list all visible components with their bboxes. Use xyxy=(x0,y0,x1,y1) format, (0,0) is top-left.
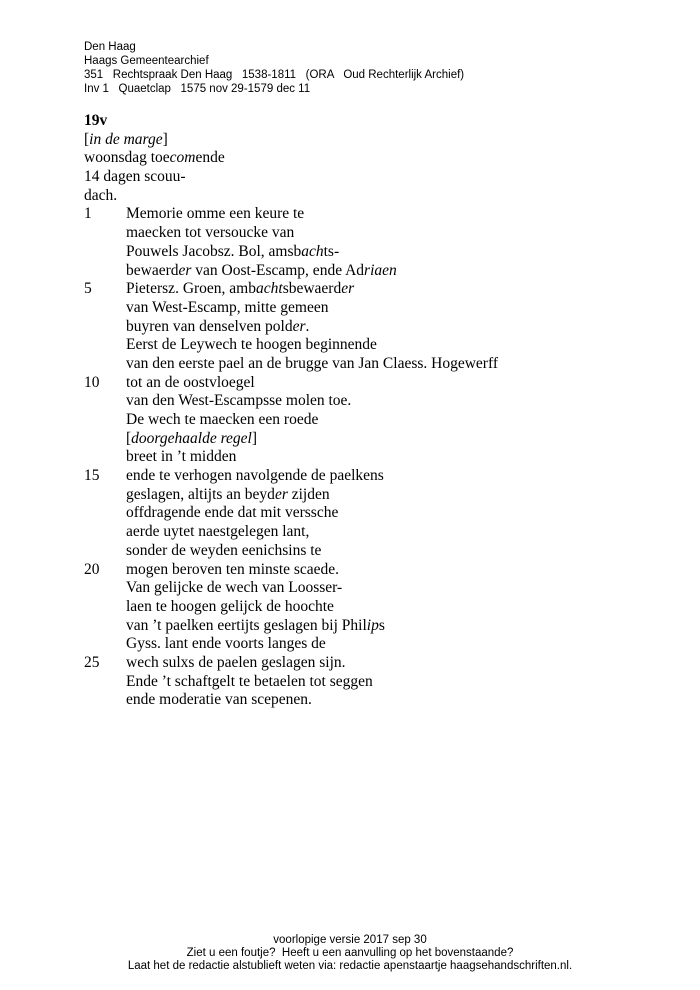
footer-contact: Laat het de redactie alstublieft weten via: redactie apenstaartje haagsehandschriften.nl. xyxy=(127,960,573,972)
line-text xyxy=(126,486,330,503)
line-text xyxy=(126,392,351,409)
line-number: 10 xyxy=(84,373,100,391)
line-text xyxy=(126,523,309,540)
margin-note-label: [in de marge] xyxy=(84,130,168,148)
italic-expansion: acht xyxy=(256,280,283,298)
line-text xyxy=(126,411,318,428)
margin-note-label-text: in de marge xyxy=(89,130,163,148)
text-segment: tot an de oostvloegel xyxy=(126,373,255,391)
text-segment: Eerst de Leywech te hoogen beginnende xyxy=(126,336,377,354)
transcription-line xyxy=(84,243,498,262)
transcription-line xyxy=(84,355,498,374)
transcription-line xyxy=(84,280,498,299)
italic-expansion: er xyxy=(341,280,355,298)
transcription-line xyxy=(84,561,498,580)
text-segment: ts- xyxy=(323,242,340,260)
transcription-line xyxy=(84,262,498,281)
text-segment: mogen beroven ten minste scaede. xyxy=(126,560,340,578)
margin-note-line xyxy=(84,168,498,187)
text-segment: van den West-Escampsse molen toe. xyxy=(126,392,352,410)
margin-note-line xyxy=(84,187,498,206)
italic-expansion: er xyxy=(274,485,288,503)
header-city: Den Haag xyxy=(84,41,136,53)
text-segment: ende te verhogen navolgende de paelkens xyxy=(126,467,384,485)
transcription xyxy=(84,112,498,710)
text-segment: Memorie omme een keure te xyxy=(126,205,305,223)
transcription-line xyxy=(84,523,498,542)
line-text xyxy=(126,262,397,279)
line-text xyxy=(126,654,346,671)
text-segment: van den eerste pael an de brugge van Jan Claess. Hogewerff xyxy=(126,354,498,372)
italic-expansion: com xyxy=(169,149,196,167)
line-text xyxy=(126,598,334,615)
italic-expansion: er xyxy=(292,317,306,335)
line-text xyxy=(126,243,339,260)
line-number: 5 xyxy=(84,280,92,298)
text-segment: Gyss. lant ende voorts langes de xyxy=(126,635,326,653)
transcription-line xyxy=(84,205,498,224)
text-segment: sbewaerd xyxy=(282,280,342,298)
transcription-line xyxy=(84,374,498,393)
text-segment: De wech te maecken een roede xyxy=(126,411,319,428)
italic-expansion: ip xyxy=(366,616,379,634)
line-text xyxy=(126,224,294,241)
margin-note xyxy=(84,149,498,205)
footer-question: Ziet u een foutje? Heeft u een aanvulling op het bovenstaande? xyxy=(186,947,514,959)
transcription-line xyxy=(84,598,498,617)
text-segment: woonsdag toe xyxy=(84,149,170,167)
italic-expansion: ach xyxy=(301,242,324,260)
line-text xyxy=(126,355,498,372)
text-segment: geslagen, altijts an beyd xyxy=(126,485,275,503)
line-text xyxy=(126,467,384,484)
line-text xyxy=(126,579,342,596)
footer-version: voorlopige versie 2017 sep 30 xyxy=(273,934,427,946)
text-segment: maecken tot versoucke van xyxy=(126,224,295,242)
text-segment: Ende ’t schaftgelt te betaelen tot seggen xyxy=(126,672,373,690)
text-segment: aerde uytet naestgelegen lant, xyxy=(126,523,310,541)
line-text xyxy=(126,673,373,690)
text-segment: breet in ’t midden xyxy=(126,448,237,466)
transcription-body xyxy=(84,205,498,710)
transcription-line xyxy=(84,299,498,318)
transcription-line xyxy=(84,673,498,692)
line-text xyxy=(126,205,304,222)
line-text xyxy=(126,691,312,708)
line-text xyxy=(126,504,338,521)
transcription-line xyxy=(84,411,498,430)
line-text xyxy=(126,374,255,391)
text-segment: 14 dagen scouu- xyxy=(84,168,186,186)
text-segment: buyren van denselven pold xyxy=(126,317,293,335)
line-text xyxy=(126,280,354,297)
text-segment: dach. xyxy=(84,186,118,204)
line-text xyxy=(126,448,236,465)
margin-note-line xyxy=(84,149,498,168)
line-text xyxy=(126,561,339,578)
line-number: 20 xyxy=(84,560,100,578)
transcription-line xyxy=(84,617,498,636)
transcription-line xyxy=(84,392,498,411)
transcription-line xyxy=(84,654,498,673)
header-collection: 351 Rechtspraak Den Haag 1538-1811 (ORA Oud Rechterlijk Archief) xyxy=(84,69,465,81)
transcription-line xyxy=(84,448,498,467)
transcription-line xyxy=(84,486,498,505)
line-number: 1 xyxy=(84,205,92,223)
text-segment: ] xyxy=(251,429,258,447)
italic-expansion: riaen xyxy=(364,261,397,279)
text-segment: sonder de weyden eenichsins te xyxy=(126,541,322,559)
italic-expansion: er xyxy=(178,261,192,279)
text-segment: van Oost-Escamp, ende Ad xyxy=(191,261,365,279)
text-segment: s xyxy=(378,616,385,634)
transcription-line xyxy=(84,336,498,355)
line-text xyxy=(126,430,257,447)
header-archive: Haags Gemeentearchief xyxy=(84,55,209,67)
text-segment: wech sulxs de paelen geslagen sijn. xyxy=(126,653,346,671)
transcription-line xyxy=(84,542,498,561)
transcription-line xyxy=(84,430,498,449)
line-text xyxy=(126,635,326,652)
text-segment: Van gelijcke de wech van Loosser- xyxy=(126,579,343,597)
text-segment: ende moderatie van scepenen. xyxy=(126,691,312,709)
page-footer xyxy=(0,934,700,973)
page-header xyxy=(84,40,464,96)
text-segment: . xyxy=(305,317,310,335)
transcription-line xyxy=(84,467,498,486)
line-text xyxy=(126,318,309,335)
text-segment: bewaerd xyxy=(126,261,179,279)
line-text xyxy=(126,336,377,353)
line-text xyxy=(126,299,328,316)
text-segment: ende xyxy=(195,149,225,167)
transcription-line xyxy=(84,691,498,710)
text-segment: van ’t paelken eertijts geslagen bij Phil xyxy=(126,616,367,634)
text-segment: [ xyxy=(126,429,132,447)
header-inventory: Inv 1 Quaetclap 1575 nov 29-1579 dec 11 xyxy=(84,83,311,95)
text-segment: laen te hoogen gelijck de hoochte xyxy=(126,597,334,615)
line-number: 15 xyxy=(84,467,100,485)
text-segment: offdragende ende dat mit verssche xyxy=(126,504,339,522)
text-segment: van West-Escamp, mitte gemeen xyxy=(126,298,329,316)
line-text xyxy=(126,542,321,559)
folio-number: 19v xyxy=(84,112,108,129)
transcription-line xyxy=(84,635,498,654)
italic-expansion: doorgehaalde regel xyxy=(131,429,252,447)
transcription-line xyxy=(84,579,498,598)
line-number: 25 xyxy=(84,653,100,671)
transcription-line xyxy=(84,224,498,243)
text-segment: Pouwels Jacobsz. Bol, amsb xyxy=(126,242,302,260)
text-segment: Pietersz. Groen, amb xyxy=(126,280,256,298)
transcription-line xyxy=(84,504,498,523)
line-text xyxy=(126,617,385,634)
transcription-line xyxy=(84,318,498,337)
text-segment: zijden xyxy=(287,485,330,503)
